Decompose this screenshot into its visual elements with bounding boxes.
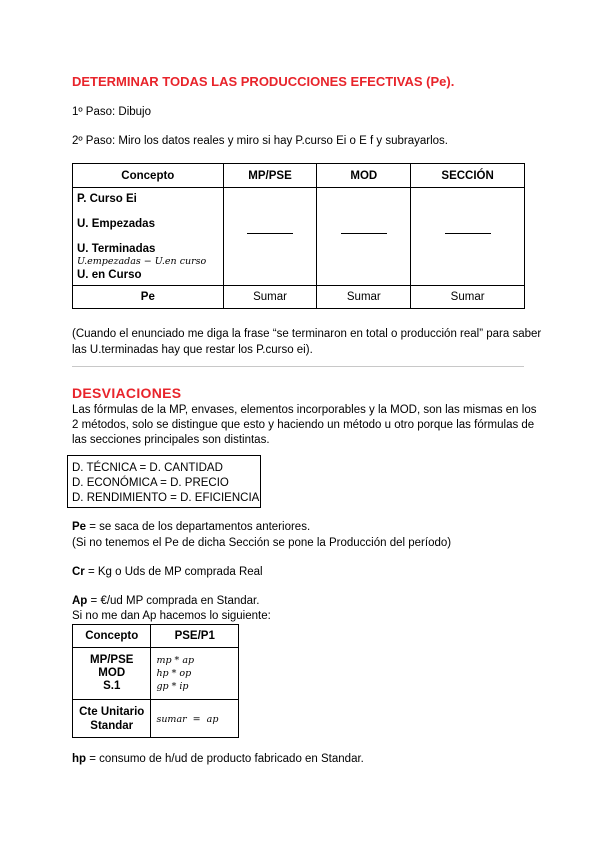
def-hp <box>72 752 364 767</box>
equivalences-box <box>67 455 261 508</box>
box-line-tecnica: D. TÉCNICA = D. CANTIDAD <box>72 462 223 474</box>
sumar-seccion: Sumar <box>411 286 525 309</box>
box-line-rendimiento: D. RENDIMIENTO = D. EFICIENCIA <box>72 492 260 504</box>
para-line-2: 2 métodos, solo se distingue que esto y haciendo un método u otro porque las fórmulas de <box>72 419 535 431</box>
def-ap <box>72 594 259 609</box>
blank-line <box>247 233 293 234</box>
t2-formula-gp-ip: gp * ip <box>156 681 189 692</box>
section-title-producciones: DETERMINAR TODAS LAS PRODUCCIONES EFECTIVAS (Pe). <box>72 74 455 89</box>
def-pe-key: Pe <box>72 521 87 533</box>
blank-line <box>445 233 491 234</box>
concept-u-terminadas: U. Terminadas <box>77 243 156 255</box>
note-line-2: las U.terminadas hay que restar los P.curso ei). <box>72 344 313 356</box>
t2-row1-formulas <box>151 648 239 700</box>
t2-header-concepto: Concepto <box>73 625 151 648</box>
concept-p-curso: P. Curso Ei <box>77 193 137 205</box>
header-mp-pse: MP/PSE <box>223 164 317 188</box>
seccion-blank <box>411 188 525 286</box>
def-cr-text: = Kg o Uds de MP comprada Real <box>84 566 263 578</box>
def-cr <box>72 565 263 580</box>
def-hp-text: = consumo de h/ud de producto fabricado en Standar. <box>86 753 364 765</box>
def-cr-key: Cr <box>72 566 85 578</box>
section-title-desviaciones: DESVIACIONES <box>72 385 182 401</box>
t2-row2-formula-cell <box>151 700 239 738</box>
sumar-mp-pse: Sumar <box>223 286 317 309</box>
produccion-table <box>72 163 525 309</box>
standar-table <box>72 624 239 738</box>
t2-concept-s1: S.1 <box>103 680 121 692</box>
def-hp-key: hp <box>72 753 87 765</box>
mp-pse-blank <box>223 188 317 286</box>
concept-u-empezadas: U. Empezadas <box>77 218 155 230</box>
concepts-cell <box>73 188 224 286</box>
para-line-3: las secciones principales son distintas. <box>72 434 270 446</box>
sumar-mod: Sumar <box>317 286 411 309</box>
t2-concept-cte-unitario: Cte Unitario <box>79 705 145 718</box>
box-line-economica: D. ECONÓMICA = D. PRECIO <box>72 477 229 489</box>
def-pe <box>72 520 310 535</box>
t2-concept-standar: Standar <box>90 719 134 732</box>
step-2-text: 2º Paso: Miro los datos reales y miro si hay P.curso Ei o E f y subrayarlos. <box>72 135 448 147</box>
t2-formula-mp-ap: mp * ap <box>156 655 195 666</box>
def-ap-note: Si no me dan Ap hacemos lo siguiente: <box>72 610 271 622</box>
t2-formula-sumar: sumar = ap <box>156 713 219 725</box>
pe-label: Pe <box>73 286 224 309</box>
header-concepto: Concepto <box>73 164 224 188</box>
def-pe-note: (Si no tenemos el Pe de dicha Sección se pone la Producción del período) <box>72 537 452 549</box>
header-seccion: SECCIÓN <box>411 164 525 188</box>
concept-u-en-curso: U. en Curso <box>77 269 142 281</box>
step-1-text: 1º Paso: Dibujo <box>72 106 151 118</box>
mod-blank <box>317 188 411 286</box>
t2-header-pse-p1: PSE/P1 <box>151 625 239 648</box>
def-ap-key: Ap <box>72 595 88 607</box>
note-line-1: (Cuando el enunciado me diga la frase “se terminaron en total o producción real” para saber <box>72 328 542 340</box>
t2-row2-concept <box>73 700 151 738</box>
t2-concept-mp-pse: MP/PSE <box>89 654 134 666</box>
t2-formula-hp-op: hp * op <box>156 668 192 679</box>
t2-concept-mod: MOD <box>98 667 126 679</box>
para-line-1: Las fórmulas de la MP, envases, elementos incorporables y la MOD, son las mismas en los <box>72 404 537 416</box>
def-pe-text: = se saca de los departamentos anteriores. <box>86 521 311 533</box>
formula-terminadas: U.empezadas − U.en curso <box>77 256 207 267</box>
section-divider <box>72 366 524 367</box>
t2-row1-concepts <box>73 648 151 700</box>
blank-line <box>341 233 387 234</box>
header-mod: MOD <box>317 164 411 188</box>
def-ap-text: = €/ud MP comprada en Standar. <box>87 595 260 607</box>
